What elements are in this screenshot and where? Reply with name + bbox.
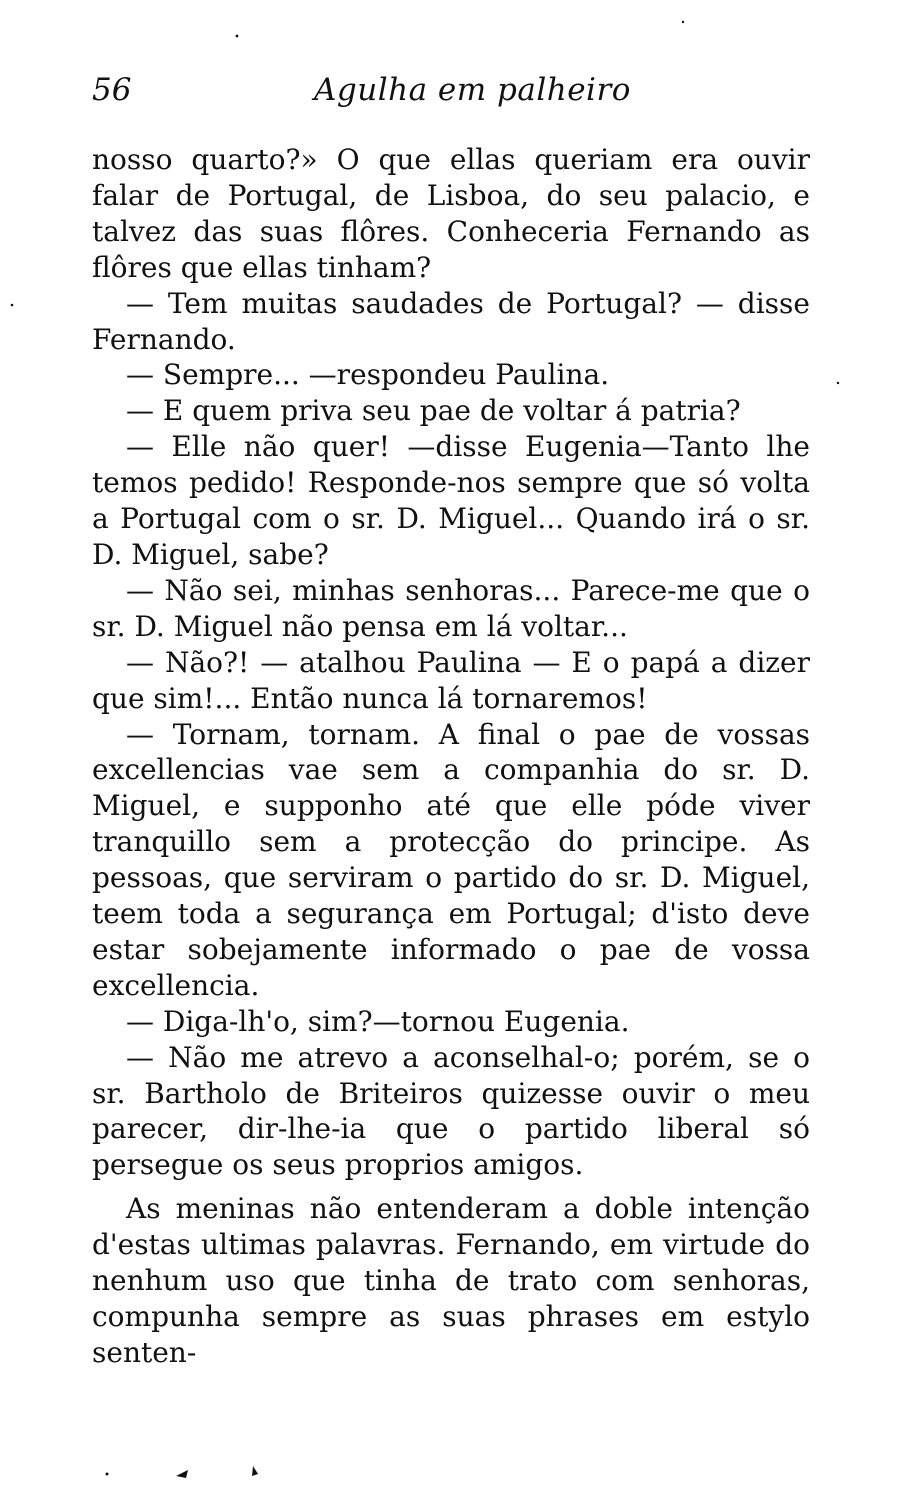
scan-speck — [682, 21, 684, 23]
paragraph-dialogue: — Tornam, tornam. A final o pae de vossas excellencias vae sem a companhia do sr. D. Miguel, e supponho até que elle póde viver tranquillo sem a protecção do principe. As pessoas, que serviram o partido do sr. D. Miguel, teem toda a segurança em Portugal; d'isto deve estar sobejamente informado o pae de vossa excellencia. — [92, 717, 810, 1002]
paragraph-dialogue: — Diga-lh'o, sim?—tornou Eugenia. — [126, 1004, 630, 1038]
paragraph-dialogue: — Não?! — atalhou Paulina — E o papá a dizer que sim!... Então nunca lá tornaremos! — [92, 645, 810, 715]
running-head — [92, 70, 812, 110]
page-number: 56 — [92, 72, 132, 108]
paragraph-narration: As meninas não entenderam a doble intenção d'estas ultimas palavras. Fernando, em virtude do nenhum uso que tinha de trato com senhoras, compunha sempre as suas phrases em estylo senten- — [92, 1192, 810, 1369]
paragraph-dialogue: — E quem priva seu pae de voltar á patria? — [126, 394, 741, 428]
paragraph-dialogue: — Não me atrevo a aconselhal-o; porém, se o sr. Bartholo de Briteiros quizesse ouvir o meu parecer, dir-lhe-ia que o partido liberal só persegue os seus proprios amigos. — [92, 1040, 810, 1182]
paragraph-dialogue: — Sempre... —respondeu Paulina. — [126, 358, 610, 392]
scan-speck — [11, 304, 14, 307]
paragraph-dialogue: — Não sei, minhas senhoras... Parece-me que o sr. D. Miguel não pensa em lá voltar... — [92, 573, 810, 643]
scan-speck — [176, 1470, 188, 1478]
paragraph-dialogue: — Tem muitas saudades de Portugal? — disse Fernando. — [92, 286, 810, 356]
paragraph-dialogue: — Elle não quer! —disse Eugenia—Tanto lhe temos pedido! Responde-nos sempre que só volta a Portugal com o sr. D. Miguel... Quando irá o sr. D. Miguel, sabe? — [92, 430, 810, 571]
text-body — [92, 142, 810, 1371]
scan-speck — [837, 382, 839, 384]
book-title: Agulha em palheiro — [314, 72, 631, 108]
scan-speck — [252, 1466, 258, 1476]
paragraph-continuation: nosso quarto?» O que ellas queriam era ouvir falar de Portugal, de Lisboa, do seu palacio, e talvez das suas flôres. Conheceria Fernando as flôres que ellas tinham? — [92, 143, 810, 284]
scan-speck — [106, 1473, 109, 1476]
scan-speck — [236, 35, 239, 38]
